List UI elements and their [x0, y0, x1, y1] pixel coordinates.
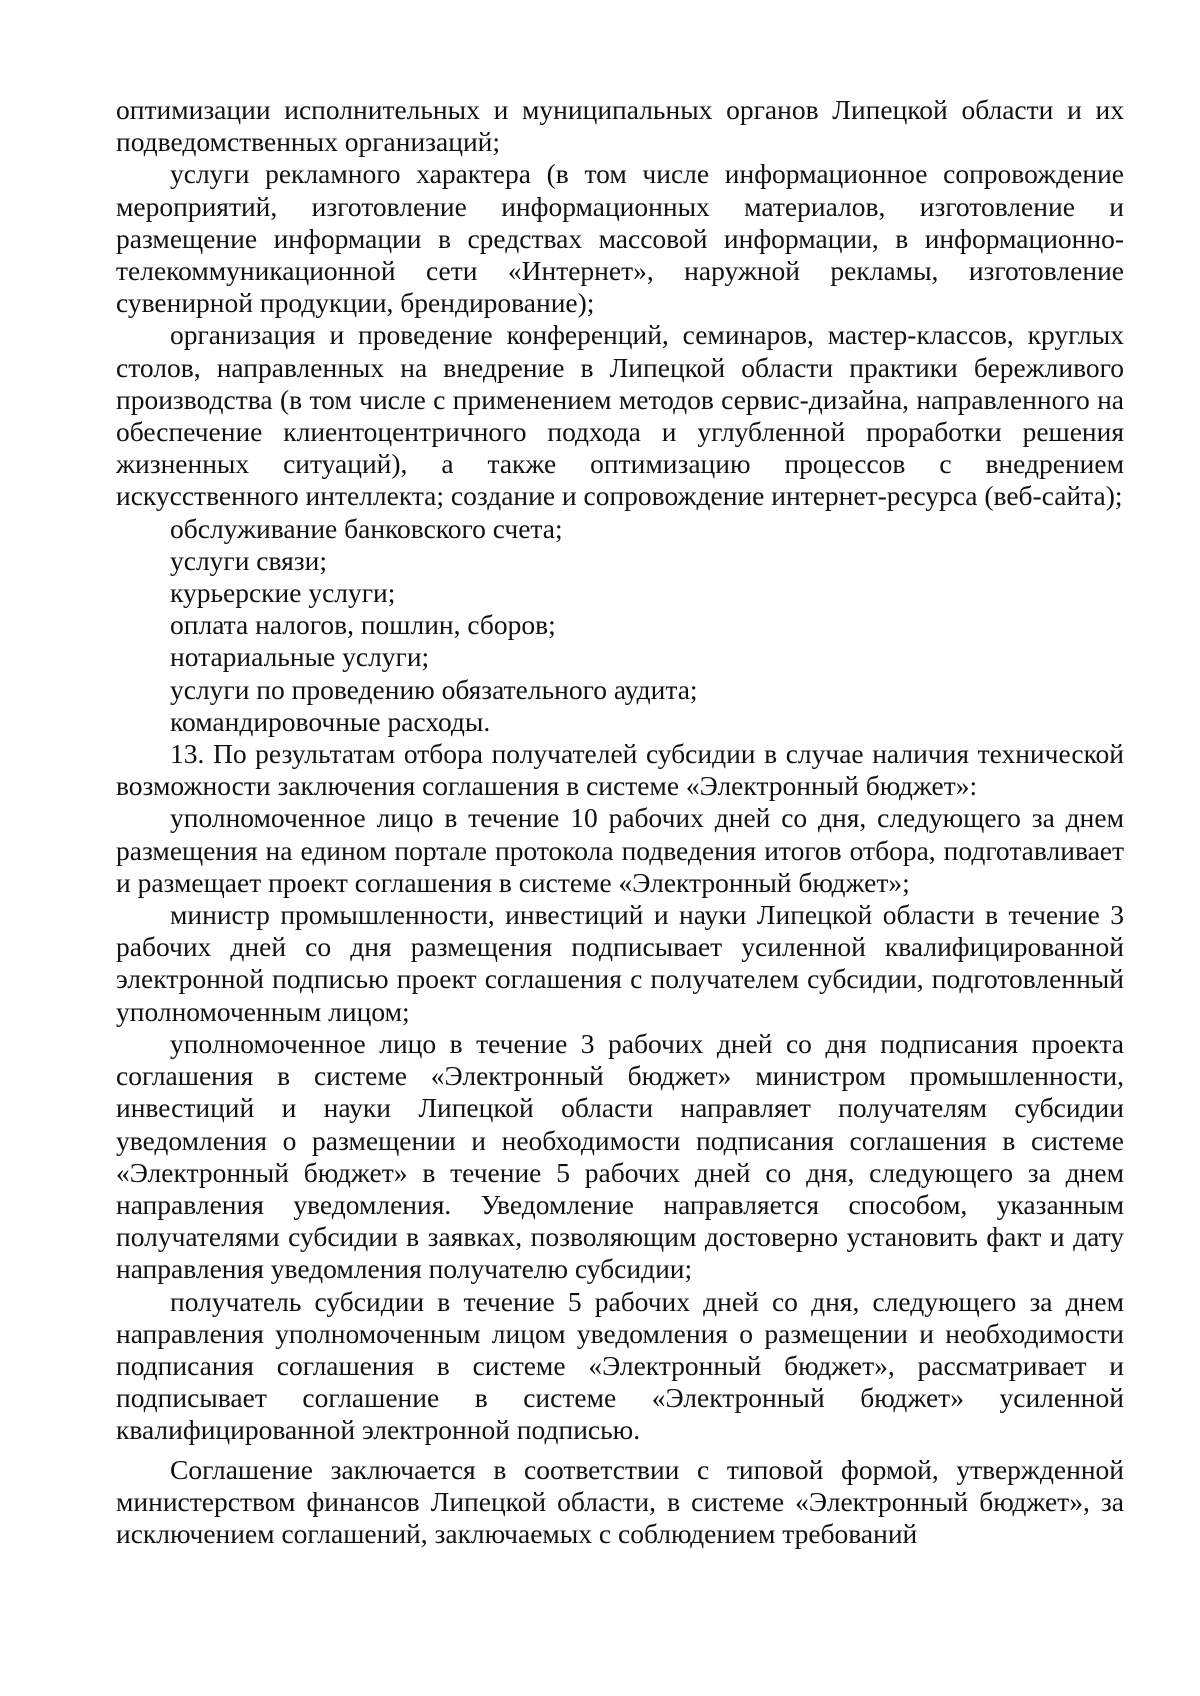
list-item-taxes: оплата налогов, пошлин, сборов;: [170, 609, 556, 641]
paragraph-advertising-services: услуги рекламного характера (в том числе информационное сопровождение мероприятий, изготовление информационных материалов, изготовление и размещение информации в средствах массовой информации, в информационно-телекоммуникационной сети «Интернет», наружной рекламы, изготовление сувенирной продукции, брендирование);: [116, 158, 1124, 319]
list-item-communication: услуги связи;: [170, 544, 327, 576]
paragraph-minister-signs: министр промышленности, инвестиций и науки Липецкой области в течение 3 рабочих дней со дня размещения подписывает усиленной квалифицированной электронной подписью проект соглашения с получателем субсидии, подготовленный уполномоченным лицом;: [116, 899, 1124, 1027]
document-page: [116, 94, 1124, 1550]
paragraph-continuation: оптимизации исполнительных и муниципальных органов Липецкой области и их подведомственных организаций;: [116, 94, 1124, 158]
paragraph-conferences: организация и проведение конференций, семинаров, мастер-классов, круглых столов, направленных на внедрение в Липецкой области практики бережливого производства (в том числе с применением методов сервис-дизайна, направленного на обеспечение клиентоцентричного подхода и углубленной проработки решения жизненных ситуаций), а также оптимизацию процессов с внедрением искусственного интеллекта; создание и сопровождение интернет-ресурса (веб-сайта);: [116, 319, 1124, 512]
paragraph-authorized-person-prepares: уполномоченное лицо в течение 10 рабочих дней со дня, следующего за днем размещения на едином портале протокола подведения итогов отбора, подготавливает и размещает проект соглашения в системе «Электронный бюджет»;: [116, 802, 1124, 898]
paragraph-section-13: 13. По результатам отбора получателей субсидии в случае наличия технической возможности заключения соглашения в системе «Электронный бюджет»:: [116, 738, 1124, 802]
list-item-courier: курьерские услуги;: [170, 577, 396, 609]
list-item-travel: командировочные расходы.: [170, 705, 491, 737]
paragraph-recipient-signs: получатель субсидии в течение 5 рабочих дней со дня, следующего за днем направления уполномоченным лицом уведомления о размещении и необходимости подписания соглашения в системе «Электронный бюджет», рассматривает и подписывает соглашение в системе «Электронный бюджет» усиленной квалифицированной электронной подписью.: [116, 1285, 1124, 1446]
paragraph-agreement-form: Соглашение заключается в соответствии с типовой формой, утвержденной министерством финансов Липецкой области, в системе «Электронный бюджет», за исключением соглашений, заключаемых с соблюдением требований: [116, 1453, 1124, 1549]
list-item-bank-account: обслуживание банковского счета;: [170, 512, 563, 544]
list-item-notary: нотариальные услуги;: [170, 641, 430, 673]
list-item-audit: услуги по проведению обязательного аудита;: [170, 673, 698, 705]
paragraph-authorized-person-notifies: уполномоченное лицо в течение 3 рабочих дней со дня подписания проекта соглашения в системе «Электронный бюджет» министром промышленности, инвестиций и науки Липецкой области направляет получателям субсидии уведомления о размещении и необходимости подписания соглашения в системе «Электронный бюджет» в течение 5 рабочих дней со дня, следующего за днем направления уведомления. Уведомление направляется способом, указанным получателями субсидии в заявках, позволяющим достоверно установить факт и дату направления уведомления получателю субсидии;: [116, 1027, 1124, 1285]
